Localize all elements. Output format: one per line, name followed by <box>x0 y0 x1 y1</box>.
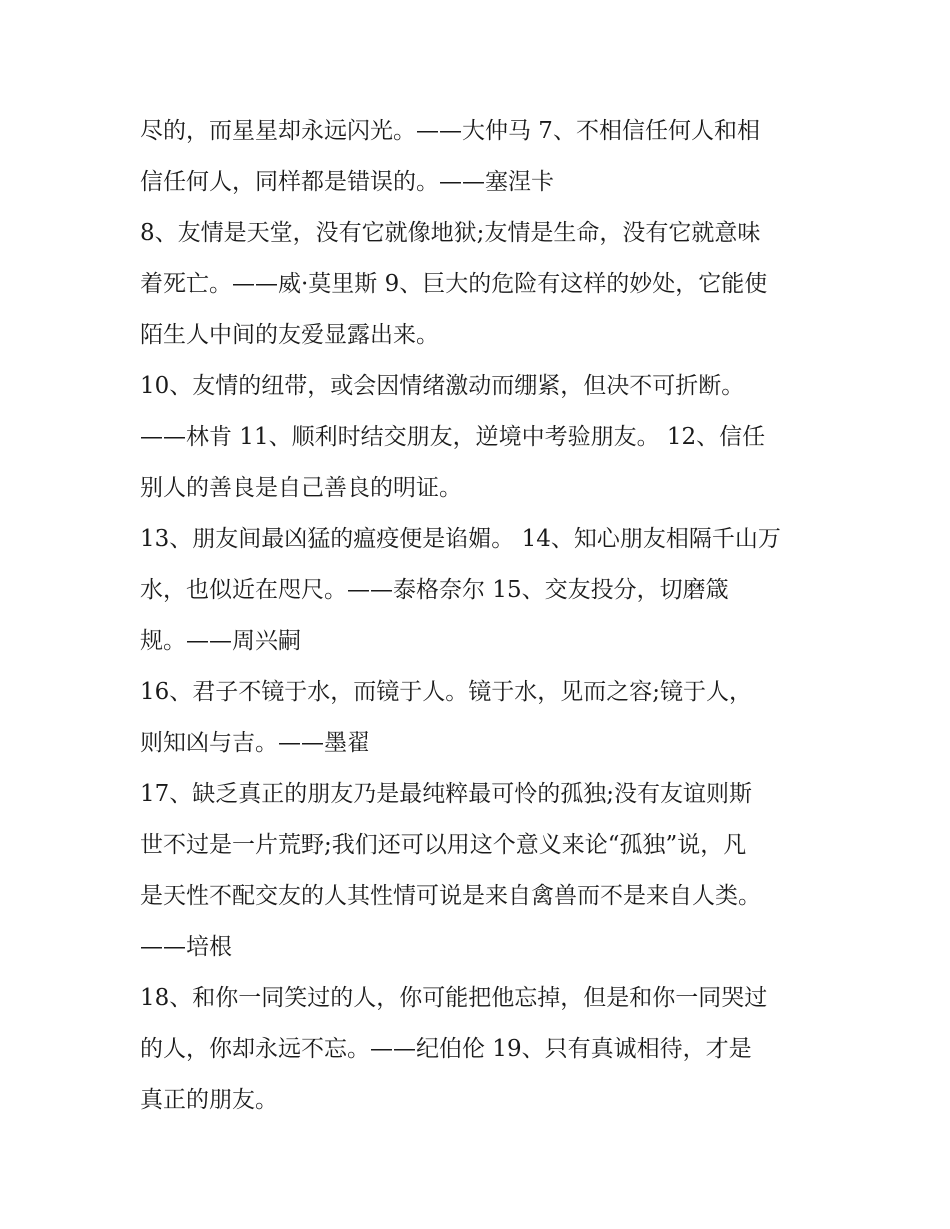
text-line: 世不过是一片荒野;我们还可以用这个意义来论“孤独”说，凡 <box>140 832 747 858</box>
text-line: 是天性不配交友的人其性情可说是来自禽兽而不是来自人类。 <box>140 883 761 909</box>
text-line: 16、君子不镜于水，而镜于人。镜于水，见而之容;镜于人， <box>140 679 753 705</box>
text-line: 信任何人，同样都是错误的。——塞涅卡 <box>140 169 554 195</box>
text-line: 17、缺乏真正的朋友乃是最纯粹最可怜的孤独;没有友谊则斯 <box>140 781 753 807</box>
text-line: 8、友情是天堂，没有它就像地狱;友情是生命，没有它就意味 <box>140 220 761 246</box>
text-line: 10、友情的纽带，或会因情绪激动而绷紧，但决不可折断。 <box>140 373 745 399</box>
text-line: 的人，你却永远不忘。——纪伯伦 19、只有真诚相待，才是 <box>140 1036 752 1062</box>
text-line: 水，也似近在咫尺。——泰格奈尔 15、交友投分，切磨箴 <box>140 577 729 603</box>
text-line: ——培根 <box>140 934 232 960</box>
text-line: 着死亡。——威·莫里斯 9、巨大的危险有这样的妙处，它能使 <box>140 271 768 297</box>
text-line: 尽的，而星星却永远闪光。——大仲马 7、不相信任何人和相 <box>140 118 760 144</box>
text-line: 陌生人中间的友爱显露出来。 <box>140 322 439 348</box>
text-line: 规。——周兴嗣 <box>140 628 301 654</box>
text-line: 13、朋友间最凶猛的瘟疫便是谄媚。 14、知心朋友相隔千山万 <box>140 526 781 552</box>
text-line: 别人的善良是自己善良的明证。 <box>140 475 462 501</box>
text-line: ——林肯 11、顺利时结交朋友，逆境中考验朋友。 12、信任 <box>140 424 766 450</box>
text-line: 真正的朋友。 <box>140 1087 278 1113</box>
quote-text-block <box>140 106 830 1126</box>
text-line: 则知凶与吉。——墨翟 <box>140 730 370 756</box>
text-line: 18、和你一同笑过的人，你可能把他忘掉，但是和你一同哭过 <box>140 985 768 1011</box>
